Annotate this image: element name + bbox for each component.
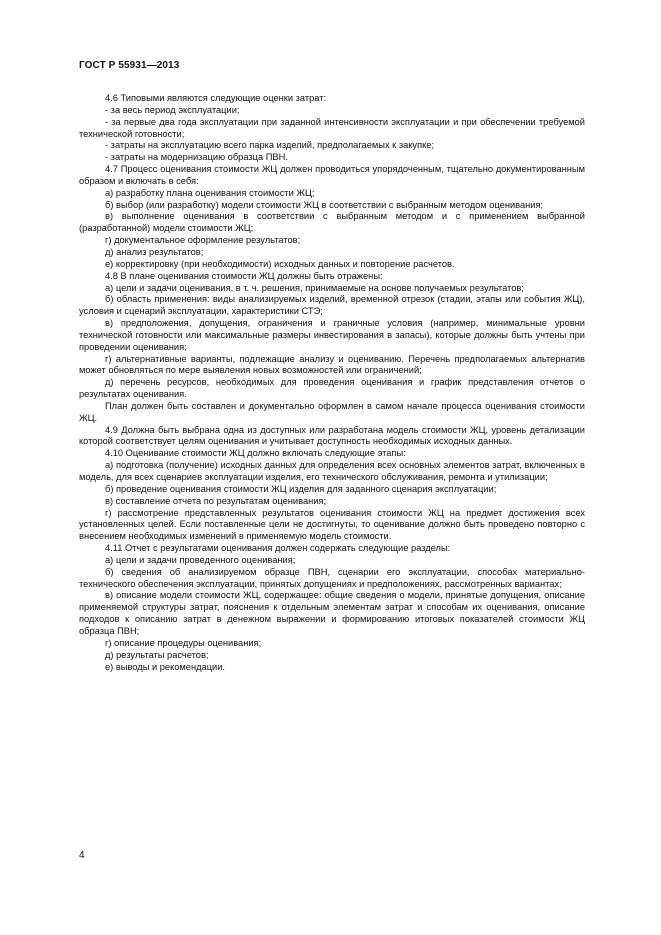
list-item: - затраты на модернизацию образца ПВН. [105,152,288,163]
list-item: б) проведение оценивания стоимости ЖЦ изделия для заданного сценария эксплуатации; [105,483,497,494]
clause-4-8: 4.8 В плане оценивания стоимости ЖЦ должны быть отражены: [105,270,383,281]
list-item: в) предположения, допущения, ограничения и граничные условия (например, минимальные уровни технической готовности или максимальные размеры инвестирования в запасы), которые должны быть учтены при проведении оценивания; [79,318,585,352]
list-item: г) документальное оформление результатов; [105,235,301,246]
list-item: - за весь период эксплуатации; [105,104,240,115]
clause-4-6: 4.6 Типовыми являются следующие оценки затрат: [105,93,327,103]
list-item: д) анализ результатов; [105,246,204,257]
document-body [79,93,585,673]
clause-4-7: 4.7 Процесс оценивания стоимости ЖЦ должен проводиться упорядоченным, тщательно документированным образом и включать в себя: [79,164,585,186]
plan-paragraph: План должен быть составлен и документально оформлен в самом начале процесса оценивания стоимости ЖЦ. [79,400,585,423]
page-number: 4 [79,850,85,861]
list-item: - затраты на эксплуатацию всего парка изделий, предполагаемых к закупке; [105,140,435,151]
clause-4-11: 4.11 Отчет с результатами оценивания должен содержать следующие разделы: [105,543,451,554]
clause-4-9: 4.9 Должна быть выбрана одна из доступных или разработана модель стоимости ЖЦ, уровень детализации которой соответствует целям оценивания и учитывает доступность необходимых исходных данных. [79,424,585,447]
list-item: д) перечень ресурсов, необходимых для проведения оценивания и график представления отчетов о результатах оценивания. [79,377,585,400]
list-item: г) описание процедуры оценивания; [105,637,262,648]
list-item: а) разработку плана оценивания стоимости ЖЦ; [105,187,315,198]
clause-4-10: 4.10 Оценивание стоимости ЖЦ должно включать следующие этапы: [105,448,406,459]
list-item: в) составление отчета по результатам оценивания; [105,495,327,506]
list-item: а) цели и задачи проведенного оценивания; [105,554,296,565]
list-item: а) цели и задачи оценивания, в т. ч. решения, принимаемые на основе получаемых результатов; [105,282,524,293]
standard-header: ГОСТ Р 55931—2013 [79,60,180,71]
list-item: б) выбор (или разработку) модели стоимости ЖЦ в соответствии с выбранным методом оценивания; [105,199,544,210]
list-item: а) подготовка (получение) исходных данных для определения всех основных элементов затрат, включенных в модель, для всех сценариев эксплуатации изделия, его технического обслуживания, ремонта и утилизации; [79,460,585,482]
list-item: е) корректировку (при необходимости) исходных данных и повторение расчетов. [105,258,455,269]
list-item: г) рассмотрение представленных результатов оценивания стоимости ЖЦ на предмет достижения всех установленных целей. Если поставленные цели не достигнуты, то оценивание должно быть проведено повторно с внесением необходимых изменений в применяемую модель стоимости. [79,507,585,542]
list-item: б) сведения об анализируемом образце ПВН, сценарии его эксплуатации, способах материально-технического обеспечения эксплуатации, принятых допущениях и предположениях, рассмотренных вариантах; [79,566,585,589]
list-item: в) выполнение оценивания в соответствии с выбранным методом и с применением выбранной (разработанной) модели стоимости ЖЦ; [79,211,585,234]
list-item: г) альтернативные варианты, подлежащие анализу и оцениванию. Перечень предполагаемых альтернатив может обновляться по мере выявления новых возможностей или ограничений; [79,353,585,376]
list-item: б) область применения: виды анализируемых изделий, временной отрезок (стадии, этапы или события ЖЦ), условия и сценарий эксплуатации, характеристики СТЭ; [79,294,585,317]
list-item: д) результаты расчетов; [105,649,209,660]
list-item: в) описание модели стоимости ЖЦ, содержащее: общие сведения о модели, принятые допущения, описание применяемой структуры затрат, пояснения к отдельным элементам затрат и способам их оценивания, описание подходов к описанию затрат в денежном выражении и формированию итоговых показателей стоимости ЖЦ образца ПВН; [79,590,585,636]
list-item: - за первые два года эксплуатации при заданной интенсивности эксплуатации и при обеспечении требуемой технической готовности; [79,116,585,139]
list-item: е) выводы и рекомендации. [105,661,226,672]
